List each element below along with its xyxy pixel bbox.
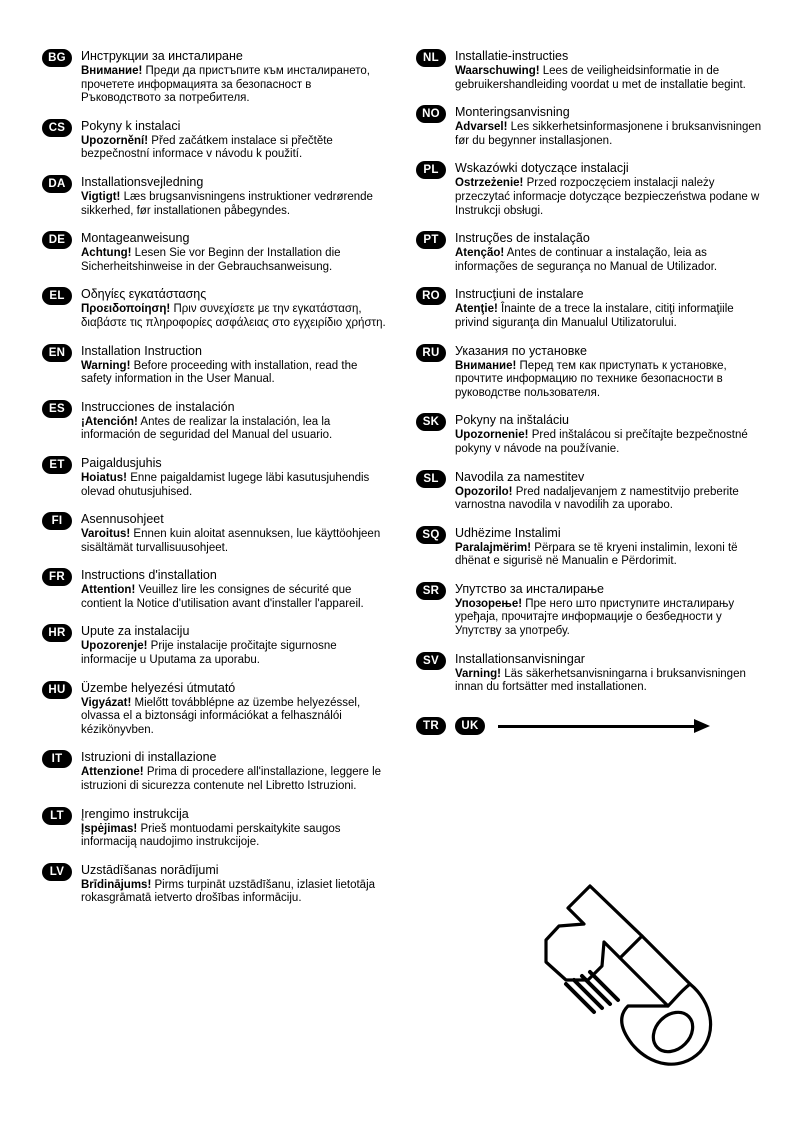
entry-title: Упутство за инсталирање bbox=[455, 581, 604, 596]
entry-warning: Vigyázat! bbox=[81, 696, 132, 709]
entry-title: Инструкции за инсталиране bbox=[81, 49, 243, 63]
entry-warning: Paralajmërim! bbox=[455, 541, 532, 554]
entry-text: Pred nadaljevanjem z namestitvijo preberite varnostna navodila v navodilih za uporabo. bbox=[455, 485, 739, 512]
entry-body bbox=[455, 343, 762, 401]
entry-body bbox=[81, 680, 388, 738]
list-item bbox=[42, 174, 388, 218]
entry-warning: Upozornění! bbox=[81, 134, 149, 147]
entry-body bbox=[81, 862, 388, 906]
left-language-column bbox=[42, 48, 388, 918]
language-badge-sk: SK bbox=[416, 413, 446, 431]
language-badge-lt: LT bbox=[42, 807, 72, 825]
entry-body bbox=[81, 511, 388, 555]
entry-text: Les sikkerhetsinformasjonene i bruksanvisningen før du begynner installasjonen. bbox=[455, 121, 762, 147]
entry-text: Përpara se të kryeni instalimin, lexoni të dhënat e sigurisë në Manualin e Përdorimit. bbox=[455, 541, 738, 568]
entry-warning: Achtung! bbox=[81, 247, 132, 260]
entry-text: Before proceeding with installation, read the safety information in the User Manual. bbox=[81, 359, 358, 386]
entry-title: Instrucciones de instalación bbox=[81, 399, 235, 414]
entry-title: Navodila za namestitev bbox=[455, 469, 585, 484]
entry-body bbox=[81, 174, 388, 218]
entry-body bbox=[455, 581, 762, 639]
language-badge-sv: SV bbox=[416, 652, 446, 670]
list-item bbox=[42, 511, 388, 555]
entry-text: Lesen Sie vor Beginn der Installation die Sicherheitshinweise in der Gebrauchsanweisung. bbox=[81, 247, 341, 273]
entry-warning: Attenzione! bbox=[81, 766, 144, 779]
language-badge-lv: LV bbox=[42, 863, 72, 881]
entry-description bbox=[455, 668, 762, 695]
entry-description bbox=[81, 823, 388, 850]
entry-body bbox=[455, 412, 762, 456]
entry-body bbox=[81, 48, 388, 106]
tr-uk-arrow-row bbox=[416, 717, 762, 735]
language-badge-cs: CS bbox=[42, 119, 72, 137]
list-item bbox=[42, 343, 388, 387]
entry-warning: Opozorilo! bbox=[455, 485, 513, 498]
entry-text: Lees de veiligheidsinformatie in de gebruikershandleiding voordat u met de installatie begint. bbox=[455, 65, 746, 91]
entry-description bbox=[81, 528, 388, 555]
language-badge-tr: TR bbox=[416, 717, 446, 735]
list-item bbox=[416, 412, 762, 456]
entry-body bbox=[81, 118, 388, 162]
entry-title: Instruções de instalação bbox=[455, 231, 590, 246]
entry-text: Πριν συνεχίσετε με την εγκατάσταση, διαβάστε τις πληροφορίες ασφάλειας στο εγχειρίδιο χρήστη. bbox=[81, 303, 386, 329]
list-item bbox=[416, 469, 762, 513]
entry-body bbox=[455, 230, 762, 274]
language-badge-sr: SR bbox=[416, 582, 446, 600]
entry-description bbox=[455, 303, 762, 330]
entry-title: Paigaldusjuhis bbox=[81, 455, 162, 470]
entry-warning: Hoiatus! bbox=[81, 471, 127, 484]
list-item bbox=[416, 104, 762, 148]
entry-title: Įrengimo instrukcija bbox=[81, 806, 189, 821]
entry-warning: Varoitus! bbox=[81, 528, 131, 541]
list-item bbox=[42, 399, 388, 443]
entry-text: Mielőtt továbblépne az üzembe helyezéssel, olvassa el a biztonsági információkat a felhasználói kézikönyvben. bbox=[81, 696, 361, 736]
entry-text: Înainte de a trece la instalare, citiţi informaţiile privind siguranţa din Manualul Utilizatorului. bbox=[455, 303, 734, 329]
entry-description bbox=[81, 303, 388, 330]
entry-text: Veuillez lire les consignes de sécurité que contient la Notice d'utilisation avant d'installer l'appareil. bbox=[81, 584, 364, 610]
entry-description bbox=[81, 879, 388, 906]
list-item bbox=[42, 455, 388, 499]
list-item bbox=[416, 48, 762, 92]
entry-title: Installationsvejledning bbox=[81, 174, 204, 189]
entry-description bbox=[455, 121, 762, 148]
entry-body bbox=[81, 230, 388, 274]
entry-body bbox=[455, 651, 762, 695]
entry-text: Prije instalacije pročitajte sigurnosne informacije u Uputama za uporabu. bbox=[81, 640, 337, 667]
entry-warning: Atenção! bbox=[455, 247, 505, 260]
wrench-icon bbox=[540, 880, 740, 1095]
entry-title: Monteringsanvisning bbox=[455, 105, 570, 120]
list-item bbox=[42, 862, 388, 906]
right-arrow-icon bbox=[498, 717, 762, 735]
entry-title: Uzstādīšanas norādījumi bbox=[81, 862, 219, 877]
entry-title: Instructions d'installation bbox=[81, 568, 217, 583]
entry-title: Udhëzime Instalimi bbox=[455, 525, 561, 540]
entry-title: Wskazówki dotyczące instalacji bbox=[455, 161, 629, 176]
entry-warning: Внимание! bbox=[81, 65, 143, 77]
entry-title: Upute za instalaciju bbox=[81, 624, 190, 639]
entry-warning: Attention! bbox=[81, 584, 136, 597]
list-item bbox=[416, 525, 762, 569]
list-item bbox=[42, 680, 388, 738]
entry-description bbox=[81, 191, 388, 218]
entry-body bbox=[455, 525, 762, 569]
list-item bbox=[42, 118, 388, 162]
entry-description bbox=[81, 135, 388, 162]
language-badge-et: ET bbox=[42, 456, 72, 474]
list-item bbox=[416, 581, 762, 639]
entry-description bbox=[455, 598, 762, 639]
entry-description bbox=[81, 766, 388, 793]
entry-warning: ¡Atención! bbox=[81, 415, 138, 428]
language-badge-ro: RO bbox=[416, 287, 446, 305]
entry-title: Installatie-instructies bbox=[455, 49, 569, 63]
entry-body bbox=[81, 567, 388, 611]
entry-text: Läs säkerhetsanvisningarna i bruksanvisningen innan du fortsätter med installationen. bbox=[455, 667, 746, 694]
entry-warning: Upozorenje! bbox=[81, 640, 148, 653]
language-badge-uk: UK bbox=[455, 717, 485, 735]
list-item bbox=[416, 651, 762, 695]
entry-body bbox=[455, 160, 762, 218]
entry-body bbox=[81, 806, 388, 850]
entry-warning: Brīdinājums! bbox=[81, 878, 152, 891]
entry-body bbox=[455, 469, 762, 513]
entry-title: Pokyny k instalaci bbox=[81, 118, 181, 133]
language-badge-en: EN bbox=[42, 344, 72, 362]
entry-body bbox=[81, 455, 388, 499]
language-badge-hr: HR bbox=[42, 624, 72, 642]
entry-description bbox=[81, 65, 388, 106]
entry-text: Před začátkem instalace si přečtěte bezpečnostní informace v návodu k použití. bbox=[81, 134, 333, 161]
entry-body bbox=[455, 286, 762, 330]
entry-description bbox=[455, 429, 762, 456]
language-badge-fr: FR bbox=[42, 568, 72, 586]
list-item bbox=[42, 749, 388, 793]
entry-body bbox=[81, 399, 388, 443]
arrow-line bbox=[498, 725, 696, 728]
entry-warning: Vigtigt! bbox=[81, 190, 121, 203]
entry-title: Montageanweisung bbox=[81, 231, 190, 246]
list-item bbox=[42, 623, 388, 667]
entry-warning: Įspėjimas! bbox=[81, 822, 138, 835]
entry-description bbox=[81, 640, 388, 667]
entry-warning: Varning! bbox=[455, 667, 502, 680]
entry-description bbox=[81, 247, 388, 274]
entry-warning: Ostrzeżenie! bbox=[455, 177, 524, 190]
list-item bbox=[42, 230, 388, 274]
entry-text: Læs brugsanvisningens instruktioner vedrørende sikkerhed, før installationen påbegyndes. bbox=[81, 190, 373, 217]
entry-text: Перед тем как приступать к установке, прочтите информацию по технике безопасности в руководстве пользователя. bbox=[455, 359, 727, 399]
wrench-illustration bbox=[540, 880, 740, 1095]
entry-description bbox=[81, 360, 388, 387]
entry-description bbox=[455, 247, 762, 274]
entry-text: Преди да пристъпите към инсталирането, прочетете информацията за безопасност в Ръководството за потребителя. bbox=[81, 65, 370, 105]
language-badge-bg: BG bbox=[42, 49, 72, 67]
entry-title: Üzembe helyezési útmutató bbox=[81, 680, 236, 695]
language-badge-es: ES bbox=[42, 400, 72, 418]
entry-description bbox=[455, 486, 762, 513]
list-item bbox=[42, 567, 388, 611]
entry-description bbox=[81, 697, 388, 738]
list-item bbox=[42, 286, 388, 330]
language-badge-ru: RU bbox=[416, 344, 446, 362]
entry-text: Prieš montuodami perskaitykite saugos informaciją naudojimo instrukcijoje. bbox=[81, 822, 341, 849]
entry-text: Pred inštalácou si prečítajte bezpečnostné pokyny v návode na používanie. bbox=[455, 429, 748, 455]
entry-text: Antes de continuar a instalação, leia as informações de segurança no Manual de Utilizador. bbox=[455, 247, 718, 273]
entry-title: Istruzioni di installazione bbox=[81, 750, 217, 765]
right-language-column bbox=[416, 48, 762, 918]
arrow-head bbox=[694, 719, 710, 733]
entry-description bbox=[455, 65, 762, 92]
entry-text: Пре него што приступите инсталирању уређаја, прочитајте информације о безбедности у Упутству за употребу. bbox=[455, 597, 735, 638]
language-badge-de: DE bbox=[42, 231, 72, 249]
entry-description bbox=[81, 416, 388, 443]
entry-warning: Upozornenie! bbox=[455, 429, 529, 442]
language-badge-sl: SL bbox=[416, 470, 446, 488]
entry-warning: Waarschuwing! bbox=[455, 65, 540, 77]
language-badge-hu: HU bbox=[42, 681, 72, 699]
entry-title: Pokyny na inštaláciu bbox=[455, 413, 569, 428]
language-badge-da: DA bbox=[42, 175, 72, 193]
list-item bbox=[416, 286, 762, 330]
language-columns bbox=[42, 48, 762, 918]
entry-warning: Внимание! bbox=[455, 359, 517, 372]
entry-body bbox=[81, 749, 388, 793]
entry-description bbox=[81, 584, 388, 611]
list-item bbox=[416, 343, 762, 401]
language-badge-nl: NL bbox=[416, 49, 446, 67]
entry-text: Przed rozpoczęciem instalacji należy przeczytać informacje dotyczące bezpieczeństwa podane w Instrukcji obsługi. bbox=[455, 177, 760, 217]
entry-warning: Advarsel! bbox=[455, 121, 508, 134]
language-badge-pl: PL bbox=[416, 161, 446, 179]
language-badge-fi: FI bbox=[42, 512, 72, 530]
language-badge-no: NO bbox=[416, 105, 446, 123]
entry-description bbox=[455, 542, 762, 569]
list-item bbox=[42, 806, 388, 850]
entry-body bbox=[81, 286, 388, 330]
entry-title: Installationsanvisningar bbox=[455, 651, 585, 666]
list-item bbox=[416, 160, 762, 218]
language-badge-pt: PT bbox=[416, 231, 446, 249]
entry-description bbox=[81, 472, 388, 499]
list-item bbox=[416, 230, 762, 274]
entry-warning: Warning! bbox=[81, 359, 131, 372]
entry-title: Instrucţiuni de instalare bbox=[455, 287, 584, 302]
language-badge-el: EL bbox=[42, 287, 72, 305]
entry-title: Asennusohjeet bbox=[81, 512, 164, 527]
entry-text: Enne paigaldamist lugege läbi kasutusjuhendis olevad ohutusjuhised. bbox=[81, 471, 370, 498]
list-item bbox=[42, 48, 388, 106]
entry-text: Ennen kuin aloitat asennuksen, lue käyttöohjeen sisältämät turvallisuusohjeet. bbox=[81, 528, 381, 554]
entry-body bbox=[81, 623, 388, 667]
entry-text: Antes de realizar la instalación, lea la información de seguridad del Manual del usuario. bbox=[81, 415, 333, 442]
language-badge-sq: SQ bbox=[416, 526, 446, 544]
entry-text: Pirms turpināt uzstādīšanu, izlasiet lietotāja rokasgrāmatā ietverto drošības informāciju. bbox=[81, 878, 376, 905]
entry-warning: Atenţie! bbox=[455, 303, 498, 316]
entry-description bbox=[455, 177, 762, 218]
entry-warning: Упозорење! bbox=[455, 597, 523, 610]
entry-body bbox=[455, 48, 762, 92]
entry-body bbox=[455, 104, 762, 148]
entry-title: Οδηγίες εγκατάστασης bbox=[81, 287, 207, 302]
entry-body bbox=[81, 343, 388, 387]
entry-description bbox=[455, 360, 762, 401]
language-badge-it: IT bbox=[42, 750, 72, 768]
entry-text: Prima di procedere all'installazione, leggere le istruzioni di sicurezza contenute nel Libretto Istruzioni. bbox=[81, 766, 382, 793]
entry-warning: Προειδοποίηση! bbox=[81, 303, 171, 316]
entry-title: Installation Instruction bbox=[81, 343, 202, 358]
entry-title: Указания по установке bbox=[455, 343, 587, 358]
